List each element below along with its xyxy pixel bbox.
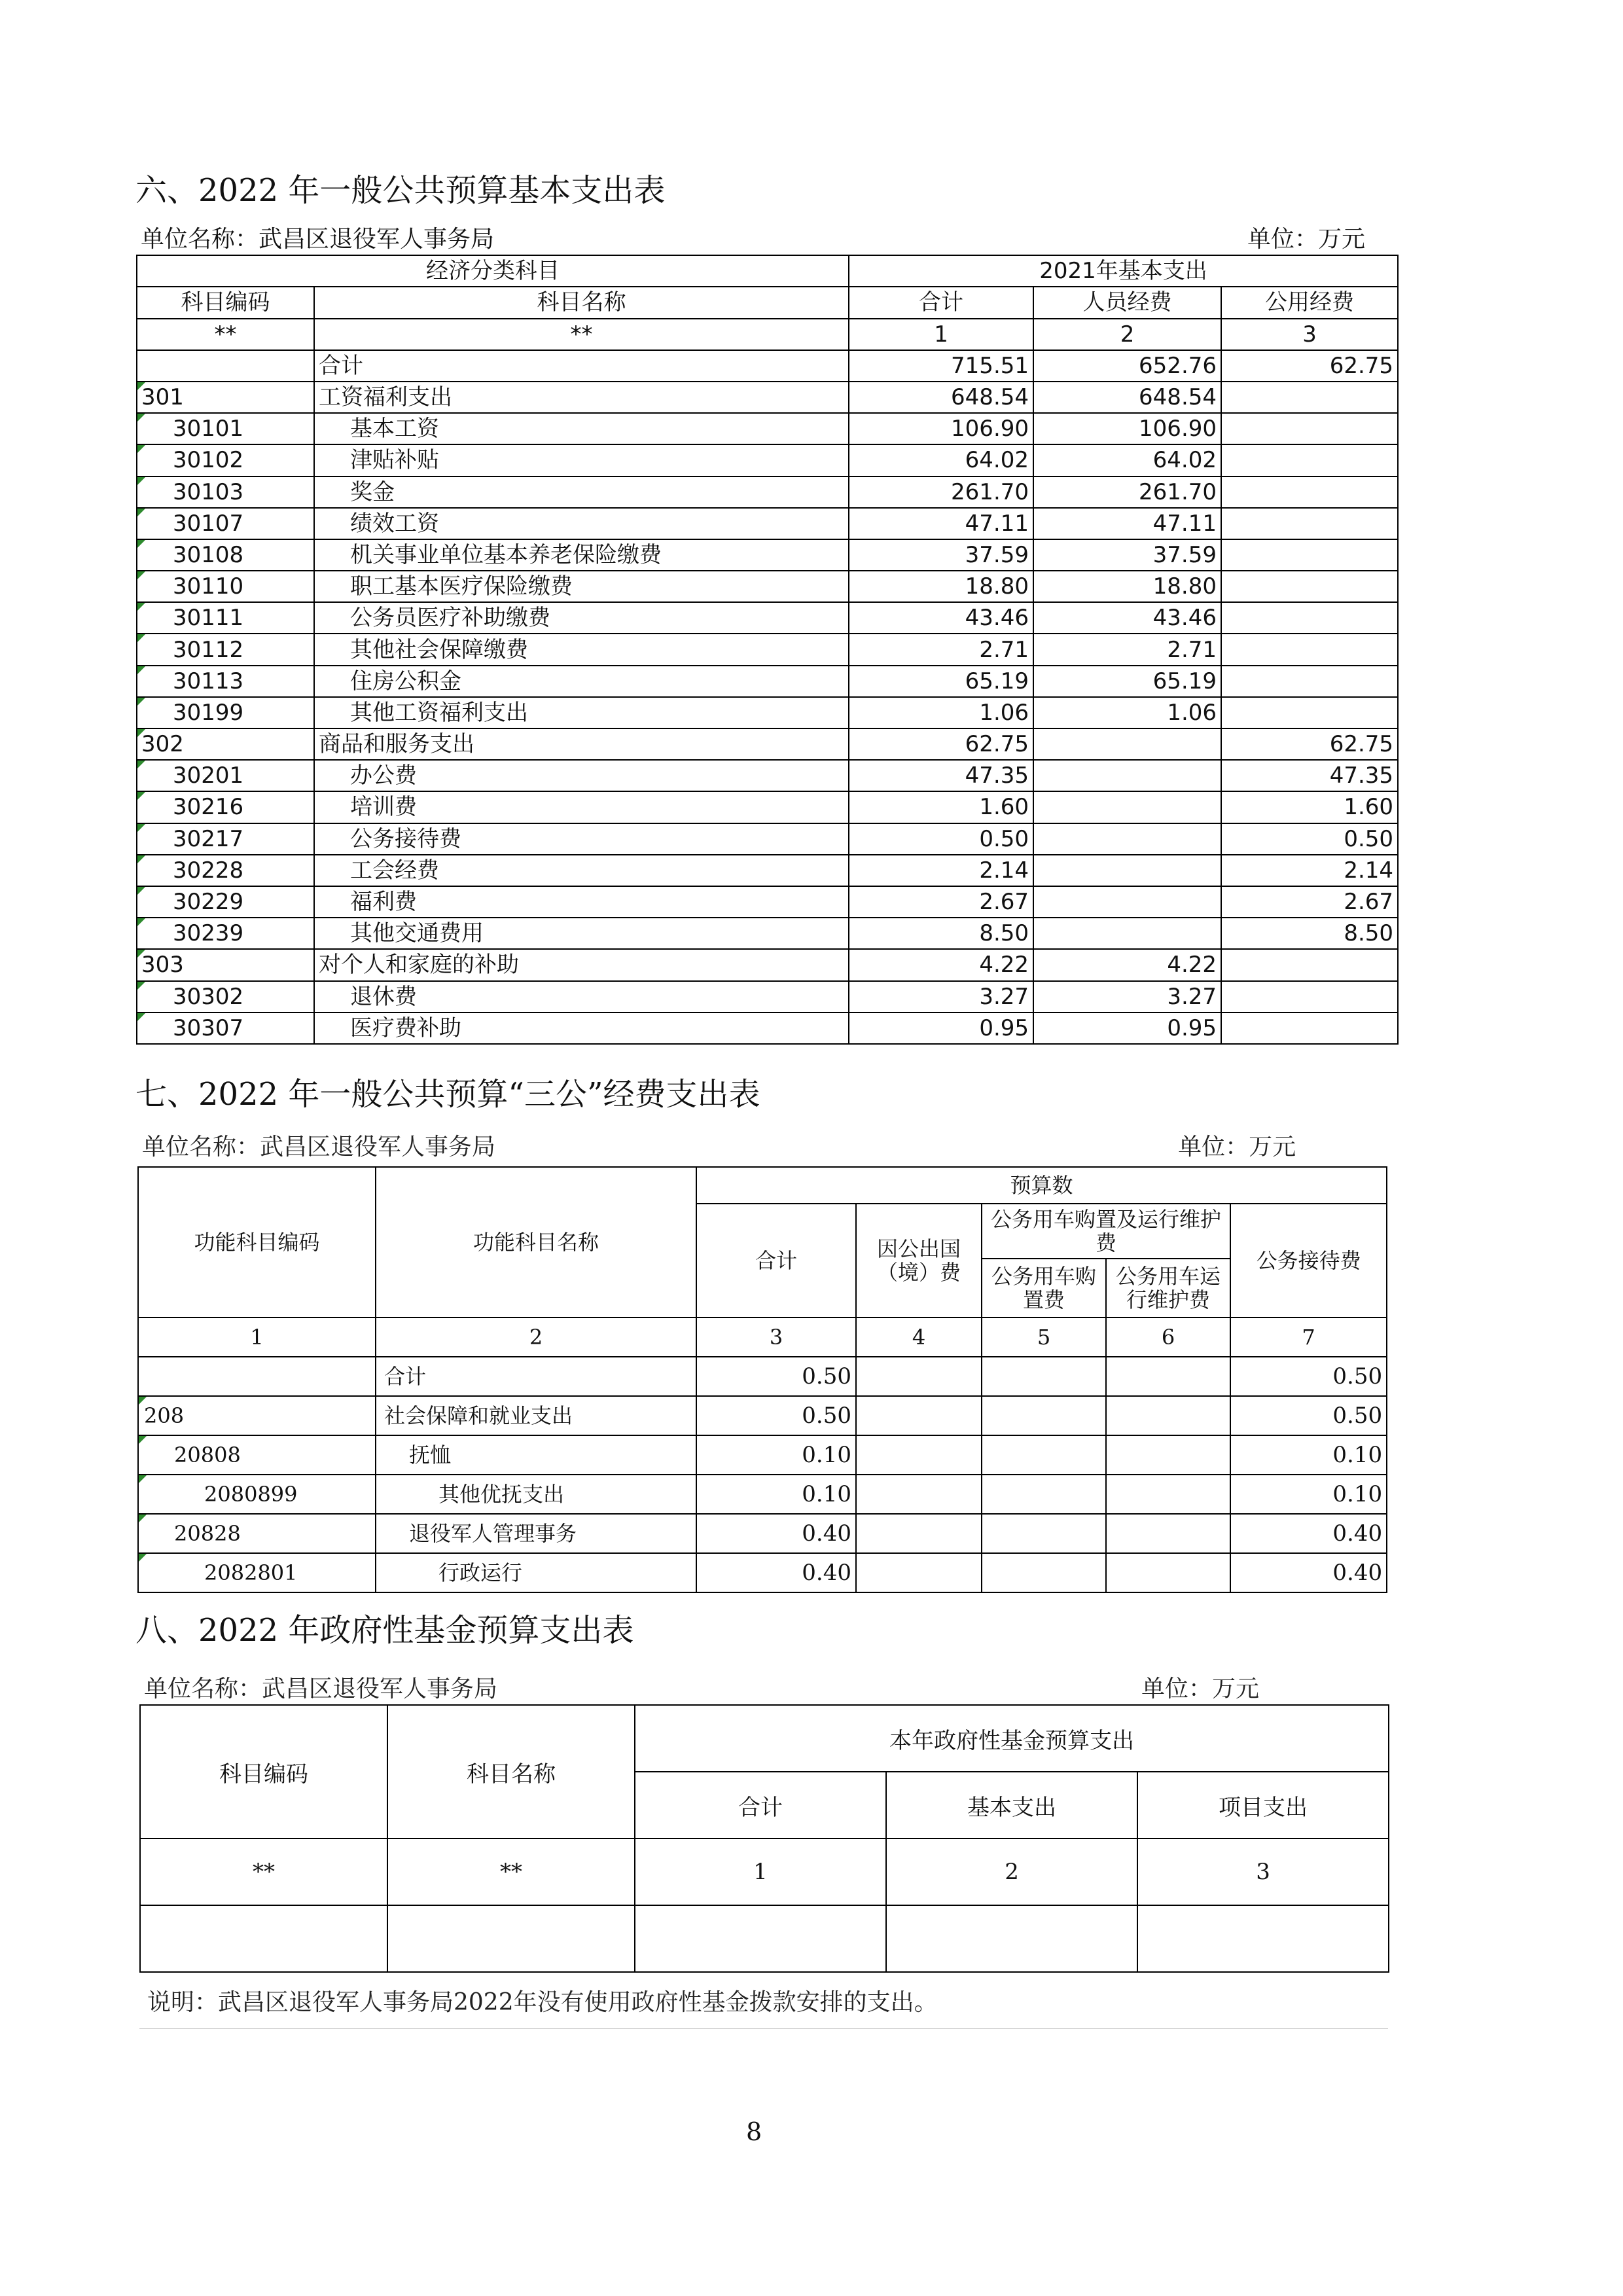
- row-code: 30229: [137, 886, 314, 918]
- row-code: 20808: [138, 1435, 376, 1475]
- table-row: [137, 697, 1398, 728]
- row-public: [1221, 1013, 1398, 1044]
- row-total: 47.11: [849, 508, 1033, 539]
- row-total: 0.50: [696, 1396, 856, 1435]
- row-personnel: 2.71: [1033, 634, 1221, 665]
- table-row: [137, 508, 1398, 539]
- row-abroad: [856, 1514, 982, 1553]
- row-reception: 0.50: [1230, 1357, 1387, 1396]
- empty-cell: [1137, 1905, 1389, 1972]
- row-abroad: [856, 1396, 982, 1435]
- col-project: 项目支出: [1137, 1772, 1389, 1839]
- row-personnel: 18.80: [1033, 571, 1221, 602]
- row-name: 绩效工资: [314, 508, 849, 539]
- col-name: 科目名称: [314, 287, 849, 318]
- row-code: 303: [137, 949, 314, 980]
- table-row: [137, 602, 1398, 634]
- idx-cell: **: [314, 319, 849, 350]
- row-code: 30216: [137, 791, 314, 823]
- row-name: 培训费: [314, 791, 849, 823]
- row-total: 37.59: [849, 539, 1033, 571]
- row-vehicle-buy: [982, 1475, 1106, 1514]
- row-code: 30103: [137, 476, 314, 508]
- section7-heading: 七、2022 年一般公共预算“三公”经费支出表: [135, 1076, 760, 1113]
- unit-name: 单位名称：武昌区退役军人事务局: [141, 225, 495, 253]
- col-name: 科目名称: [387, 1705, 635, 1839]
- row-personnel: 106.90: [1033, 413, 1221, 444]
- table-row: [137, 382, 1398, 413]
- row-code: 30110: [137, 571, 314, 602]
- row-name: 合计: [376, 1357, 696, 1396]
- table-row: [137, 539, 1398, 571]
- row-vehicle-run: [1106, 1514, 1230, 1553]
- col-reception: 公务接待费: [1230, 1204, 1387, 1318]
- row-name: 其他社会保障缴费: [314, 634, 849, 665]
- idx-cell: 5: [982, 1318, 1106, 1357]
- row-name: 商品和服务支出: [314, 728, 849, 760]
- row-code: 302: [137, 728, 314, 760]
- row-personnel: [1033, 855, 1221, 886]
- row-abroad: [856, 1357, 982, 1396]
- page-number: 8: [746, 2117, 762, 2146]
- table-row: [137, 444, 1398, 476]
- row-vehicle-run: [1106, 1435, 1230, 1475]
- row-code: 2080899: [138, 1475, 376, 1514]
- col-abroad: 因公出国（境）费: [856, 1204, 982, 1318]
- row-name: 退休费: [314, 981, 849, 1013]
- row-personnel: 1.06: [1033, 697, 1221, 728]
- row-total: 64.02: [849, 444, 1033, 476]
- table-row: [138, 1514, 1387, 1553]
- row-total: 648.54: [849, 382, 1033, 413]
- row-code: 30111: [137, 602, 314, 634]
- row-vehicle-buy: [982, 1396, 1106, 1435]
- row-personnel: [1033, 728, 1221, 760]
- row-code: 30201: [137, 760, 314, 791]
- col-public: 公用经费: [1221, 287, 1398, 318]
- empty-cell: [140, 1905, 387, 1972]
- row-reception: 0.10: [1230, 1475, 1387, 1514]
- table-row: [138, 1475, 1387, 1514]
- table-row: [138, 1435, 1387, 1475]
- row-total: 715.51: [849, 350, 1033, 382]
- idx-cell: 2: [1033, 319, 1221, 350]
- row-total: 47.35: [849, 760, 1033, 791]
- row-name: 福利费: [314, 886, 849, 918]
- idx-cell: **: [140, 1839, 387, 1905]
- idx-cell: **: [137, 319, 314, 350]
- row-public: [1221, 444, 1398, 476]
- row-reception: 0.40: [1230, 1514, 1387, 1553]
- col-code: 科目编码: [137, 287, 314, 318]
- row-personnel: 37.59: [1033, 539, 1221, 571]
- row-public: [1221, 539, 1398, 571]
- row-name: 办公费: [314, 760, 849, 791]
- row-public: 1.60: [1221, 791, 1398, 823]
- row-public: [1221, 981, 1398, 1013]
- row-total: 65.19: [849, 666, 1033, 697]
- col-code: 功能科目编码: [138, 1167, 376, 1318]
- row-name: 公务员医疗补助缴费: [314, 602, 849, 634]
- row-total: 1.06: [849, 697, 1033, 728]
- row-public: [1221, 602, 1398, 634]
- year-header: 2021年基本支出: [849, 255, 1398, 287]
- row-personnel: [1033, 760, 1221, 791]
- row-total: 0.10: [696, 1435, 856, 1475]
- table-row: [137, 918, 1398, 949]
- row-total: 8.50: [849, 918, 1033, 949]
- row-total: 18.80: [849, 571, 1033, 602]
- table-row: [137, 823, 1398, 855]
- row-personnel: 64.02: [1033, 444, 1221, 476]
- row-personnel: [1033, 886, 1221, 918]
- idx-cell: 3: [1221, 319, 1398, 350]
- idx-cell: 3: [696, 1318, 856, 1357]
- row-code: 30101: [137, 413, 314, 444]
- row-public: 62.75: [1221, 350, 1398, 382]
- row-public: [1221, 508, 1398, 539]
- row-name: 基本工资: [314, 413, 849, 444]
- row-code: 30228: [137, 855, 314, 886]
- row-vehicle-run: [1106, 1475, 1230, 1514]
- col-total: 合计: [849, 287, 1033, 318]
- row-code: 30112: [137, 634, 314, 665]
- row-total: 0.95: [849, 1013, 1033, 1044]
- row-code: 30108: [137, 539, 314, 571]
- row-total: 261.70: [849, 476, 1033, 508]
- row-total: 0.50: [696, 1357, 856, 1396]
- row-name: 合计: [314, 350, 849, 382]
- row-abroad: [856, 1435, 982, 1475]
- row-personnel: 4.22: [1033, 949, 1221, 980]
- row-personnel: 47.11: [1033, 508, 1221, 539]
- table-row: [138, 1553, 1387, 1592]
- col-code: 科目编码: [140, 1705, 387, 1839]
- row-vehicle-buy: [982, 1357, 1106, 1396]
- row-public: [1221, 634, 1398, 665]
- table-row: [138, 1396, 1387, 1435]
- row-total: 1.60: [849, 791, 1033, 823]
- table-row: [137, 350, 1398, 382]
- row-public: 62.75: [1221, 728, 1398, 760]
- row-total: 2.14: [849, 855, 1033, 886]
- row-vehicle-run: [1106, 1553, 1230, 1592]
- unit-label: 单位：万元: [1141, 1675, 1260, 1702]
- row-code: [137, 350, 314, 382]
- empty-cell: [886, 1905, 1137, 1972]
- table-row: [138, 1357, 1387, 1396]
- table-row: [137, 1013, 1398, 1044]
- row-code: 30107: [137, 508, 314, 539]
- row-abroad: [856, 1553, 982, 1592]
- group-header: 本年政府性基金预算支出: [635, 1705, 1389, 1772]
- row-name: 津贴补贴: [314, 444, 849, 476]
- table-row: [137, 413, 1398, 444]
- idx-cell: 1: [635, 1839, 886, 1905]
- row-code: 30199: [137, 697, 314, 728]
- col-total: 合计: [635, 1772, 886, 1839]
- idx-cell: 2: [376, 1318, 696, 1357]
- idx-cell: 2: [886, 1839, 1137, 1905]
- three-public-table: [137, 1128, 1387, 1593]
- table-row: [137, 666, 1398, 697]
- table-row: [137, 760, 1398, 791]
- table-row: [137, 886, 1398, 918]
- row-reception: 0.50: [1230, 1396, 1387, 1435]
- table-row: [137, 949, 1398, 980]
- section6-heading: 六、2022 年一般公共预算基本支出表: [135, 172, 666, 209]
- table-row: [137, 476, 1398, 508]
- basic-expenditure-table: [136, 224, 1399, 1045]
- row-total: 2.71: [849, 634, 1033, 665]
- row-code: 20828: [138, 1514, 376, 1553]
- row-vehicle-buy: [982, 1514, 1106, 1553]
- row-personnel: 43.46: [1033, 602, 1221, 634]
- row-name: 抚恤: [376, 1435, 696, 1475]
- row-public: [1221, 571, 1398, 602]
- row-total: 43.46: [849, 602, 1033, 634]
- row-public: 0.50: [1221, 823, 1398, 855]
- section8-heading: 八、2022 年政府性基金预算支出表: [135, 1612, 634, 1649]
- budget-header: 预算数: [696, 1167, 1387, 1204]
- row-total: 4.22: [849, 949, 1033, 980]
- row-name: 机关事业单位基本养老保险缴费: [314, 539, 849, 571]
- row-code: 301: [137, 382, 314, 413]
- row-vehicle-buy: [982, 1553, 1106, 1592]
- row-public: [1221, 666, 1398, 697]
- row-public: [1221, 382, 1398, 413]
- col-personnel: 人员经费: [1033, 287, 1221, 318]
- row-vehicle-run: [1106, 1396, 1230, 1435]
- row-personnel: 3.27: [1033, 981, 1221, 1013]
- row-name: 工会经费: [314, 855, 849, 886]
- row-name: 其他优抚支出: [376, 1475, 696, 1514]
- idx-cell: 1: [138, 1318, 376, 1357]
- row-name: 退役军人管理事务: [376, 1514, 696, 1553]
- row-public: [1221, 697, 1398, 728]
- table-row: [137, 855, 1398, 886]
- col-basic: 基本支出: [886, 1772, 1137, 1839]
- row-name: 行政运行: [376, 1553, 696, 1592]
- row-code: 30113: [137, 666, 314, 697]
- row-personnel: 0.95: [1033, 1013, 1221, 1044]
- row-code: 208: [138, 1396, 376, 1435]
- row-total: 3.27: [849, 981, 1033, 1013]
- row-name: 其他交通费用: [314, 918, 849, 949]
- table-row: [137, 728, 1398, 760]
- row-public: [1221, 476, 1398, 508]
- row-reception: 0.40: [1230, 1553, 1387, 1592]
- row-personnel: [1033, 791, 1221, 823]
- row-name: 其他工资福利支出: [314, 697, 849, 728]
- row-total: 0.40: [696, 1514, 856, 1553]
- row-code: 2082801: [138, 1553, 376, 1592]
- row-name: 住房公积金: [314, 666, 849, 697]
- row-personnel: [1033, 918, 1221, 949]
- idx-cell: 7: [1230, 1318, 1387, 1357]
- row-code: 30239: [137, 918, 314, 949]
- row-code: 30307: [137, 1013, 314, 1044]
- row-abroad: [856, 1475, 982, 1514]
- row-code: 30217: [137, 823, 314, 855]
- row-total: 106.90: [849, 413, 1033, 444]
- table-row: [137, 571, 1398, 602]
- row-personnel: 652.76: [1033, 350, 1221, 382]
- col-total: 合计: [696, 1204, 856, 1318]
- row-name: 医疗费补助: [314, 1013, 849, 1044]
- table-row: [137, 634, 1398, 665]
- row-name: 社会保障和就业支出: [376, 1396, 696, 1435]
- row-total: 0.50: [849, 823, 1033, 855]
- row-personnel: 261.70: [1033, 476, 1221, 508]
- idx-cell: 6: [1106, 1318, 1230, 1357]
- row-public: 2.67: [1221, 886, 1398, 918]
- row-name: 对个人和家庭的补助: [314, 949, 849, 980]
- table-row: [137, 791, 1398, 823]
- fund-note: 说明：武昌区退役军人事务局2022年没有使用政府性基金拨款安排的支出。: [139, 1977, 1388, 2029]
- idx-cell: 1: [849, 319, 1033, 350]
- row-public: 47.35: [1221, 760, 1398, 791]
- row-code: [138, 1357, 376, 1396]
- empty-cell: [635, 1905, 886, 1972]
- row-total: 62.75: [849, 728, 1033, 760]
- unit-name: 单位名称：武昌区退役军人事务局: [142, 1133, 496, 1160]
- row-public: [1221, 413, 1398, 444]
- row-personnel: 648.54: [1033, 382, 1221, 413]
- row-public: 2.14: [1221, 855, 1398, 886]
- idx-cell: 4: [856, 1318, 982, 1357]
- gov-fund-table: [139, 1669, 1389, 1973]
- row-name: 职工基本医疗保险缴费: [314, 571, 849, 602]
- idx-cell: 3: [1137, 1839, 1389, 1905]
- table-row: [137, 981, 1398, 1013]
- row-personnel: [1033, 823, 1221, 855]
- col-vehicle-run: 公务用车运行维护费: [1106, 1259, 1230, 1318]
- row-name: 工资福利支出: [314, 382, 849, 413]
- col-vehicle-buy: 公务用车购置费: [982, 1259, 1106, 1318]
- idx-cell: **: [387, 1839, 635, 1905]
- row-total: 0.10: [696, 1475, 856, 1514]
- row-name: 公务接待费: [314, 823, 849, 855]
- unit-name: 单位名称：武昌区退役军人事务局: [144, 1675, 498, 1702]
- row-public: 8.50: [1221, 918, 1398, 949]
- group-header: 经济分类科目: [137, 255, 849, 287]
- row-code: 30302: [137, 981, 314, 1013]
- unit-label: 单位：万元: [1247, 225, 1366, 253]
- row-vehicle-run: [1106, 1357, 1230, 1396]
- row-name: 奖金: [314, 476, 849, 508]
- col-vehicle: 公务用车购置及运行维护费: [982, 1204, 1230, 1259]
- row-total: 2.67: [849, 886, 1033, 918]
- unit-label: 单位：万元: [1178, 1133, 1296, 1160]
- row-code: 30102: [137, 444, 314, 476]
- row-reception: 0.10: [1230, 1435, 1387, 1475]
- row-public: [1221, 949, 1398, 980]
- row-total: 0.40: [696, 1553, 856, 1592]
- row-personnel: 65.19: [1033, 666, 1221, 697]
- empty-cell: [387, 1905, 635, 1972]
- row-vehicle-buy: [982, 1435, 1106, 1475]
- col-name: 功能科目名称: [376, 1167, 696, 1318]
